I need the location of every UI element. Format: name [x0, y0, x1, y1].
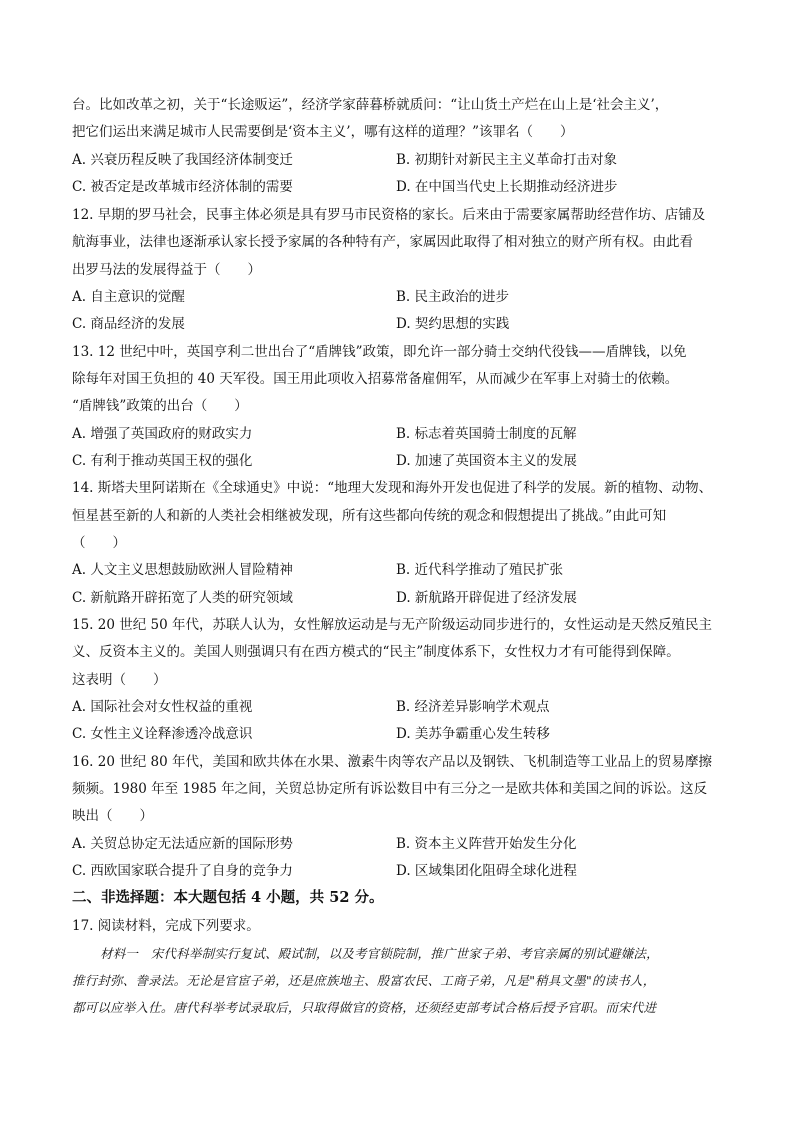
- q12-option-b: B. 民主政治的进步: [396, 289, 510, 305]
- q13-option-d: D. 加速了英国资本主义的发展: [396, 453, 577, 469]
- q12-stem-line-1: 12. 早期的罗马社会，民事主体必须是具有罗马市民资格的家长。后来由于需要家属帮助经营作坊、店铺及: [72, 207, 706, 223]
- q14-option-d: D. 新航路开辟促进了经济发展: [396, 590, 577, 606]
- q11-option-d: D. 在中国当代史上长期推动经济进步: [396, 179, 618, 195]
- q16-stem-line-2: 频频。1980 年至 1985 年之间，关贸总协定所有诉讼数目中有三分之一是欧共体和美国之间的诉讼。这反: [72, 781, 708, 797]
- q12-stem-line-2: 航海事业，法律也逐渐承认家长授予家属的各种特有产，家属因此取得了相对独立的财产所有权。由此看: [72, 234, 693, 250]
- q15-stem-line-3: 这表明（ ）: [72, 672, 167, 688]
- q17-material-line-2: 推行封弥、誊录法。无论是官宦子弟，还是庶族地主、殷富农民、工商子弟，凡是"稍具文墨"的读书人，: [72, 973, 656, 988]
- q16-option-b: B. 资本主义阵营开始发生分化: [396, 836, 577, 852]
- q11-stem-line-1: 台。比如改革之初，关于“长途贩运”，经济学家薛暮桥就质问：“让山货土产烂在山上是‘社会主义’，: [72, 97, 669, 113]
- q11-stem-line-2: 把它们运出来满足城市人民需要倒是‘资本主义’，哪有这样的道理？”该罪名（ ）: [72, 124, 574, 140]
- q15-option-c: C. 女性主义诠释渗透冷战意识: [72, 726, 253, 742]
- q13-option-b: B. 标志着英国骑士制度的瓦解: [396, 426, 577, 442]
- q12-option-c: C. 商品经济的发展: [72, 316, 185, 332]
- q17-material-line-3: 都可以应举入仕。唐代科举考试录取后，只取得做官的资格，还须经吏部考试合格后授予官职。而宋代进: [72, 1000, 657, 1015]
- q15-stem-line-1: 15. 20 世纪 50 年代，苏联人认为，女性解放运动是与无产阶级运动同步进行的，女性运动是天然反殖民主: [72, 617, 712, 633]
- q12-stem-line-3: 出罗马法的发展得益于（ ）: [72, 262, 261, 278]
- q14-option-b: B. 近代科学推动了殖民扩张: [396, 562, 564, 578]
- q14-stem-line-3: （ ）: [72, 535, 126, 551]
- q11-option-c: C. 被否定是改革城市经济体制的需要: [72, 179, 293, 195]
- q16-option-a: A. 关贸总协定无法适应新的国际形势: [72, 836, 293, 852]
- q14-option-a: A. 人文主义思想鼓励欧洲人冒险精神: [72, 562, 293, 578]
- q13-stem-line-1: 13. 12 世纪中叶，英国亨利二世出台了“盾牌钱”政策，即允许一部分骑士交纳代役钱——盾牌钱，以免: [72, 344, 687, 360]
- q13-stem-line-2: 除每年对国王负担的 40 天军役。国王用此项收入招募常备雇佣军，从而减少在军事上对骑士的依赖。: [72, 371, 679, 387]
- q13-stem-line-3: “盾牌钱”政策的出台（ ）: [72, 398, 248, 414]
- q16-option-c: C. 西欧国家联合提升了自身的竞争力: [72, 863, 293, 879]
- q16-stem-line-1: 16. 20 世纪 80 年代，美国和欧共体在水果、激素牛肉等农产品以及钢铁、飞机制造等工业品上的贸易摩擦: [72, 754, 712, 770]
- section-2-heading: 二、非选择题：本大题包括 4 小题，共 52 分。: [72, 889, 384, 906]
- q13-option-c: C. 有利于推动英国王权的强化: [72, 453, 253, 469]
- q15-option-b: B. 经济差异影响学术观点: [396, 699, 550, 715]
- q16-option-d: D. 区域集团化阻碍全球化进程: [396, 863, 577, 879]
- q17-stem: 17. 阅读材料，完成下列要求。: [72, 918, 260, 934]
- q11-option-a: A. 兴衰历程反映了我国经济体制变迁: [72, 152, 293, 168]
- q12-option-d: D. 契约思想的实践: [396, 316, 510, 332]
- q15-stem-line-2: 义、反资本主义的。美国人则强调只有在西方模式的“民主”制度体系下，女性权力才有可能得到保障。: [72, 644, 680, 660]
- q12-option-a: A. 自主意识的觉醒: [72, 289, 185, 305]
- q14-stem-line-1: 14. 斯塔夫里阿诺斯在《全球通史》中说：“地理大发现和海外开发也促进了科学的发展。新的植物、动物、: [72, 480, 713, 496]
- q11-option-b: B. 初期针对新民主主义革命打击对象: [396, 152, 618, 168]
- q15-option-a: A. 国际社会对女性权益的重视: [72, 699, 253, 715]
- q14-option-c: C. 新航路开辟拓宽了人类的研究领域: [72, 590, 293, 606]
- q14-stem-line-2: 恒星甚至新的人和新的人类社会相继被发现，所有这些都向传统的观念和假想提出了挑战。”由此可知: [72, 508, 667, 524]
- q13-option-a: A. 增强了英国政府的财政实力: [72, 426, 253, 442]
- q17-material-line-1: 材料一 宋代科举制实行复试、殿试制，以及考官锁院制，推广世家子弟、考官亲属的别试避嫌法，: [100, 946, 659, 961]
- q15-option-d: D. 美苏争霸重心发生转移: [396, 726, 550, 742]
- q16-stem-line-3: 映出（ ）: [72, 808, 153, 824]
